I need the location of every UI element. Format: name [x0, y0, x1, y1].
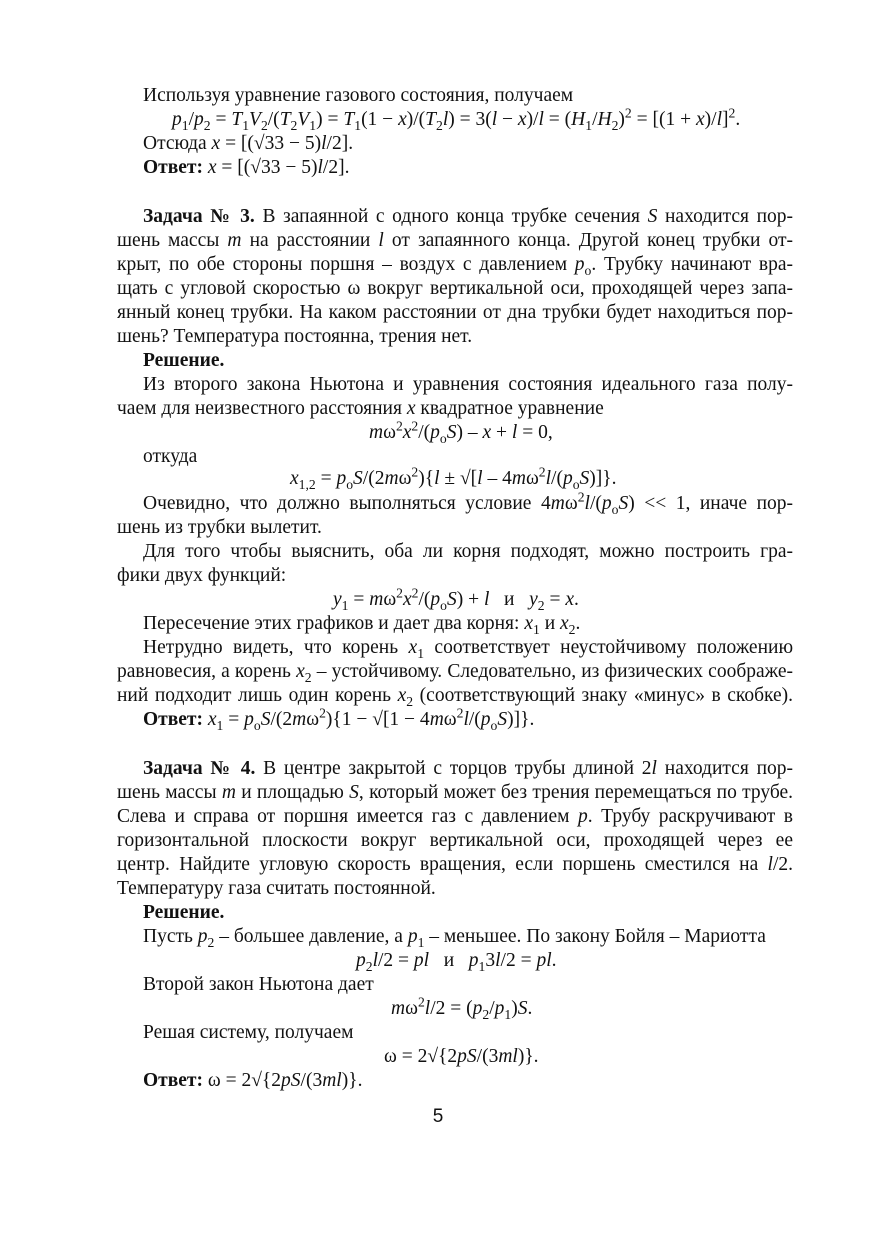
solution-line: Нетрудно видеть, что корень $x_1$ соответствует неустойчивому положению — [143, 637, 794, 661]
problem-4-line: шень массы m и площадью S, который может без трения перемещаться по трубе. — [117, 782, 794, 803]
solution-heading: Решение. — [143, 902, 225, 923]
solution-line: Для того чтобы выяснить, оба ли корня подходят, можно построить гра- — [143, 541, 793, 562]
solution-line: Второй закон Ньютона дает — [143, 974, 374, 995]
equation: $m\omega^2l/2 = (p_2/p_1)S$. — [391, 994, 533, 1022]
text-line: откуда — [143, 446, 198, 467]
problem-4-line: центр. Найдите угловую скорость вращения, если поршень сместился на l/2. — [117, 854, 794, 875]
text-line: Отсюда x = [(√33 − 5)l/2]. — [143, 133, 354, 154]
solution-line: равновесия, а корень $x_2$ – устойчивому. Следовательно, из физических соображе- — [117, 661, 794, 685]
problem-4-line: Задача № 4. В центре закрытой с торцов трубы длиной 2l находится пор- — [143, 758, 794, 779]
solution-line: ний подходит лишь один корень $x_2$ (соответствующий знаку «минус» в скобке). — [117, 685, 794, 709]
answer: Ответ: $x_1 = p_oS/(2m\omega^2)\{1 - √[1 - 4m\omega^2l/(p_oS)]\}$. — [143, 705, 535, 733]
answer: Ответ: x = [(√33 − 5)l/2]. — [143, 157, 350, 178]
equation: $y_1 = m\omega^2x^2/(p_oS) + l$ и $y_2 = x$. — [333, 585, 579, 613]
problem-3-line: янный конец трубки. На каком расстоянии от дна трубки будет находиться пор- — [117, 302, 793, 323]
equation: $p_2l/2$ = pl и $p_13l/2$ = pl. — [356, 950, 557, 974]
answer: Ответ: ω = 2√{2pS/(3ml)}. — [143, 1070, 363, 1091]
solution-line: Из второго закона Ньютона и уравнения состояния идеального газа полу- — [143, 374, 793, 395]
solution-line: фики двух функций: — [117, 565, 287, 586]
equation: $m\omega^2x^2/(p_oS) - x + l = 0$, — [369, 418, 553, 446]
solution-line: Пусть $p_2$ – большее давление, а $p_1$ – меньшее. По закону Бойля – Мариотта — [143, 926, 766, 950]
solution-line: чаем для неизвестного расстояния x квадратное уравнение — [117, 398, 604, 419]
problem-3-line: щать с угловой скоростью ω вокруг вертикальной оси, проходящей через запа- — [117, 278, 793, 299]
text-line: Используя уравнение газового состояния, получаем — [143, 85, 574, 106]
problem-3-line: шень? Температура постоянна, трения нет. — [117, 326, 473, 347]
solution-line: шень из трубки вылетит. — [117, 517, 322, 538]
problem-3-line: шень массы m на расстоянии l от запаянного конца. Другой конец трубки от- — [117, 230, 794, 251]
problem-3-line: Задача № 3. В запаянной с одного конца трубке сечения S находится пор- — [143, 206, 794, 227]
problem-4-line: Слева и справа от поршня имеется газ с давлением p. Трубу раскручивают в — [117, 806, 794, 827]
equation: $p_1/p_2 = T_1V_2/(T_2V_1) = T_1(1 - x)/(T_2l) = 3(l - x)/l = (H_1/H_2)^2 = [(1 + x)/l]^2$. — [172, 105, 741, 133]
page-number: 5 — [432, 1106, 444, 1127]
solution-line: Очевидно, что должно выполняться условие $4m\omega^2l/(p_oS) << 1$, иначе пор- — [143, 489, 794, 517]
solution-line: Решая систему, получаем — [143, 1022, 354, 1043]
problem-4-line: горизонтальной плоскости вокруг вертикальной оси, проходящей через ее — [117, 830, 793, 851]
equation: ω = 2√{2pS/(3ml)}. — [384, 1046, 539, 1067]
problem-4-line: Температуру газа считать постоянной. — [117, 878, 436, 899]
solution-heading: Решение. — [143, 350, 225, 371]
solution-line: Пересечение этих графиков и дает два корня: $x_1$ и $x_2$. — [143, 613, 581, 637]
problem-3-line: крыт, по обе стороны поршня – воздух с давлением $p_o$. Трубку начинают вра- — [117, 254, 793, 278]
equation: $x_{1,2} = p_oS/(2m\omega^2)\{l \pm √[l - 4m\omega^2l/(p_oS)]\}$. — [290, 464, 617, 492]
